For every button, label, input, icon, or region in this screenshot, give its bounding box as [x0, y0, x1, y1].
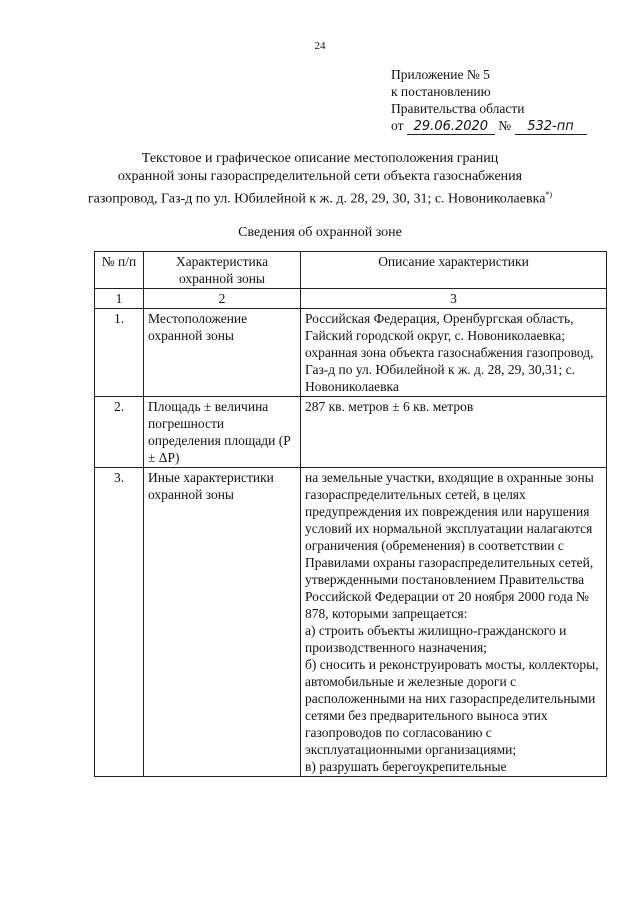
column-number-3: 3: [301, 289, 607, 309]
handwritten-number: 532-пп: [515, 120, 587, 135]
table-header-row: [95, 252, 607, 289]
header-num: № п/п: [95, 252, 144, 289]
row-description: на земельные участки, входящие в охранные зоны газораспределительных сетей, в целях предупреждения их повреждения или нарушения условий их нормальной эксплуатации налагаются ограничения (обременения) в соответствии с Правилами охраны газораспределительных сетей, утвержденными постановлением Правительства Российской Федерации от 20 ноября 2000 года № 878, которыми запрещается:: [305, 470, 594, 621]
table-row: [95, 397, 607, 468]
title-line-3: газопровод, Газ-д по ул. Юбилейной к ж. д. 28, 29, 30, 31; с. Новониколаевка: [87, 191, 546, 207]
table-row: [95, 468, 607, 777]
annex-line-1: Приложение № 5: [391, 67, 490, 82]
number-label: №: [498, 118, 512, 133]
table-row: [95, 309, 607, 397]
row-description-cell: [301, 468, 607, 777]
row-item-c: в) разрушать берегоукрепительные: [305, 759, 507, 774]
row-num: 2.: [95, 397, 144, 468]
header-characteristic: Характеристика охранной зоны: [144, 252, 301, 289]
from-label: от: [391, 118, 404, 133]
annex-line-3: Правительства области: [391, 101, 525, 116]
header-description: Описание характеристики: [301, 252, 607, 289]
title-line-1: Текстовое и графическое описание местоположения границ: [141, 151, 499, 166]
column-number-1: 1: [95, 289, 144, 309]
handwritten-date: 29.06.2020: [407, 120, 495, 135]
footnote-mark: *): [545, 190, 553, 199]
row-num: 1.: [95, 309, 144, 397]
row-characteristic: Местоположение охранной зоны: [144, 309, 301, 397]
title-line-2: охранной зоны газораспределительной сети объекта газоснабжения: [117, 169, 523, 184]
column-number-2: 2: [144, 289, 301, 309]
annex-block: [391, 66, 587, 135]
title-line-3-wrap: [0, 186, 640, 209]
row-description: 287 кв. метров ± 6 кв. метров: [301, 397, 607, 468]
annex-date-line: [391, 117, 587, 135]
document-title: [0, 150, 640, 209]
row-characteristic: Площадь ± величина погрешности определения площади (P ± ΔP): [144, 397, 301, 468]
column-number-row: [95, 289, 607, 309]
page-number: 24: [314, 40, 326, 52]
row-description: Российская Федерация, Оренбургская область, Гайский городской округ, с. Новониколаевка; охранная зона объекта газоснабжения газопровод, Газ-д по ул. Юбилейной к ж. д. 28, 29, 30,31; с. Новониколаевка: [301, 309, 607, 397]
section-subtitle: Сведения об охранной зоне: [238, 225, 402, 240]
row-num: 3.: [95, 468, 144, 777]
row-item-a: а) строить объекты жилищно-гражданского и производственного назначения;: [305, 623, 567, 655]
annex-line-2: к постановлению: [391, 84, 491, 99]
zone-info-table: [94, 251, 607, 777]
row-item-b: б) сносить и реконструировать мосты, коллекторы, автомобильные и железные дороги с расположенными на них газораспределительными сетями без предварительного выноса этих газопроводов по согласованию с эксплуатационными организациями;: [305, 657, 599, 757]
row-characteristic: Иные характеристики охранной зоны: [144, 468, 301, 777]
